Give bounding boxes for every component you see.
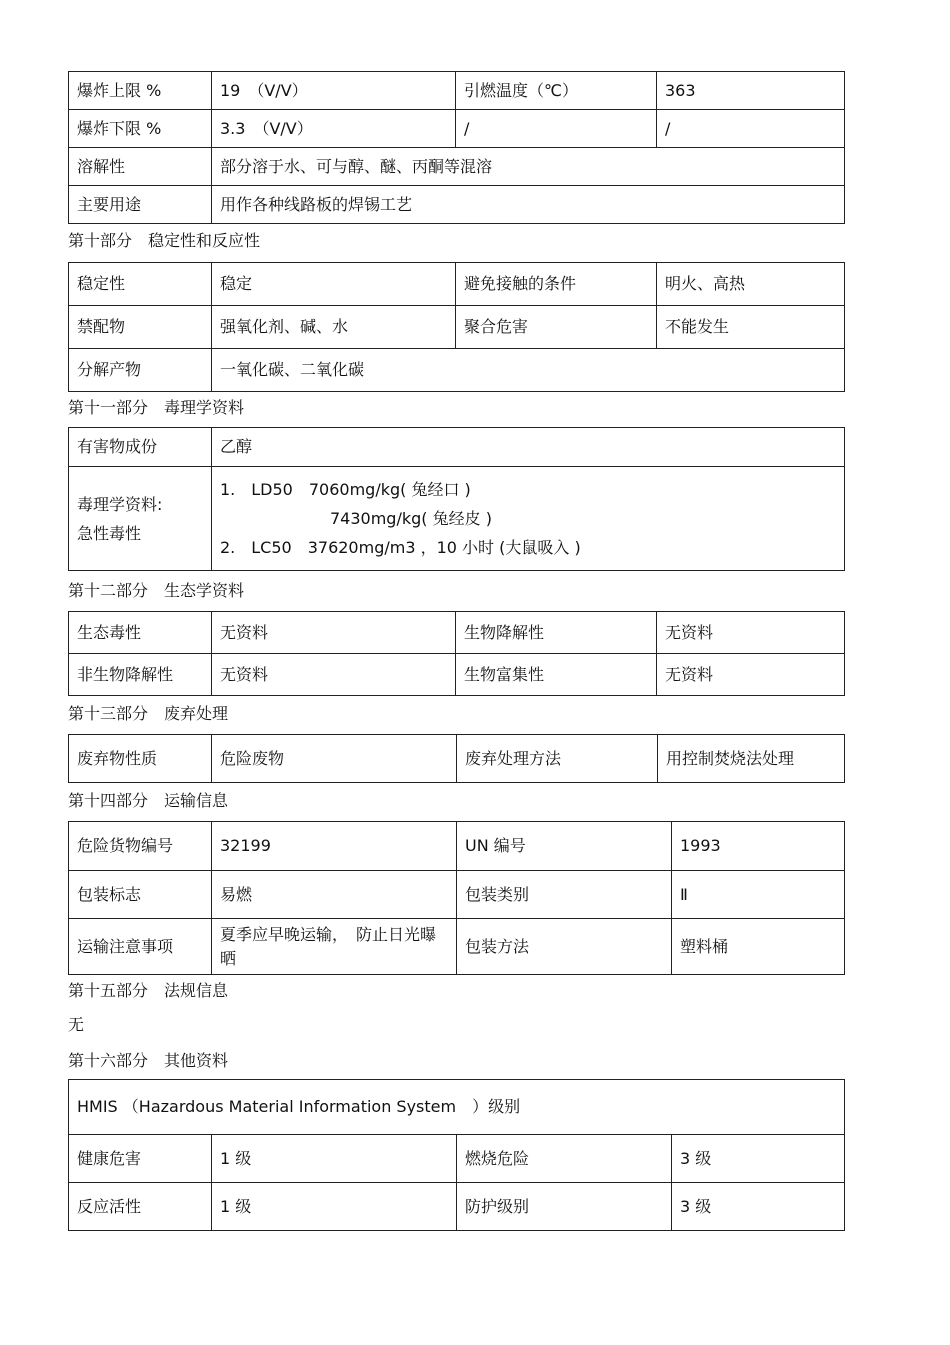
- table-row: [69, 871, 845, 919]
- stability-table: [68, 262, 845, 392]
- table-row: [69, 1135, 845, 1183]
- disposal-method-label: 废弃处理方法: [457, 735, 658, 783]
- abiotic-degradation-value: 无资料: [212, 654, 456, 696]
- bioaccumulation-value: 无资料: [657, 654, 845, 696]
- transport-notes-value: 夏季应早晚运输， 防止日光曝晒: [212, 919, 457, 975]
- solubility-label: 溶解性: [69, 148, 212, 186]
- packing-method-label: 包装方法: [457, 919, 672, 975]
- acute-toxicity-label: 急性毒性: [77, 523, 142, 543]
- table-row: [69, 1183, 845, 1231]
- ecotoxicity-label: 生态毒性: [69, 612, 212, 654]
- empty-cell: /: [657, 110, 845, 148]
- table-row: [69, 148, 845, 186]
- table-row: [69, 110, 845, 148]
- section-11-title: 第十一部分 毒理学资料: [68, 398, 245, 417]
- stability-value: 稳定: [212, 263, 456, 306]
- reactivity-label: 反应活性: [69, 1183, 212, 1231]
- ld50-dermal-line: 7430mg/kg( 兔经皮 ): [330, 509, 492, 528]
- lc50-line: 2. LC50 37620mg/m3 ，10 小时 (大鼠吸入 ): [220, 538, 581, 557]
- empty-cell: /: [456, 110, 657, 148]
- health-hazard-value: 1 级: [212, 1135, 457, 1183]
- ecology-table: [68, 611, 845, 696]
- package-mark-label: 包装标志: [69, 871, 212, 919]
- ld50-oral-line: 1. LD50 7060mg/kg( 兔经口 ): [220, 480, 471, 499]
- fire-hazard-label: 燃烧危险: [457, 1135, 672, 1183]
- table-row: [69, 919, 845, 975]
- polymerization-label: 聚合危害: [456, 306, 657, 349]
- stability-label: 稳定性: [69, 263, 212, 306]
- section-14-title: 第十四部分 运输信息: [68, 791, 229, 810]
- bioaccumulation-label: 生物富集性: [456, 654, 657, 696]
- disposal-method-value: 用控制焚烧法处理: [658, 735, 845, 783]
- package-class-value: Ⅱ: [672, 871, 845, 919]
- avoid-conditions-label: 避免接触的条件: [456, 263, 657, 306]
- fire-hazard-value: 3 级: [672, 1135, 845, 1183]
- ignition-temperature-label: 引燃温度（℃）: [456, 72, 657, 110]
- section-16-title: 第十六部分 其他资料: [68, 1051, 229, 1070]
- protection-level-value: 3 级: [672, 1183, 845, 1231]
- table-row: [69, 735, 845, 783]
- section-12-title: 第十二部分 生态学资料: [68, 581, 245, 600]
- transport-table: [68, 821, 845, 975]
- physical-properties-table: [68, 71, 845, 224]
- hmis-header: HMIS （Hazardous Material Information System ）级别: [69, 1080, 845, 1135]
- dangerous-goods-number-label: 危险货物编号: [69, 822, 212, 871]
- table-row: [69, 654, 845, 696]
- ignition-temperature-value: 363: [657, 72, 845, 110]
- upper-explosive-limit-value: 19 （V/V）: [212, 72, 456, 110]
- packing-method-value: 塑料桶: [672, 919, 845, 975]
- toxicology-table: [68, 427, 845, 571]
- protection-level-label: 防护级别: [457, 1183, 672, 1231]
- un-number-value: 1993: [672, 822, 845, 871]
- abiotic-degradation-label: 非生物降解性: [69, 654, 212, 696]
- incompatibles-value: 强氧化剂、碱、水: [212, 306, 456, 349]
- health-hazard-label: 健康危害: [69, 1135, 212, 1183]
- waste-nature-value: 危险废物: [212, 735, 457, 783]
- upper-explosive-limit-label: 爆炸上限 %: [69, 72, 212, 110]
- section-15-title: 第十五部分 法规信息: [68, 981, 229, 1000]
- main-use-value: 用作各种线路板的焊锡工艺: [212, 186, 845, 224]
- biodegradability-label: 生物降解性: [456, 612, 657, 654]
- lower-explosive-limit-label: 爆炸下限 %: [69, 110, 212, 148]
- solubility-value: 部分溶于水、可与醇、醚、丙酮等混溶: [212, 148, 845, 186]
- table-row: [69, 612, 845, 654]
- section-13-title: 第十三部分 废弃处理: [68, 704, 229, 723]
- table-row: [69, 467, 845, 571]
- table-row: [69, 72, 845, 110]
- lower-explosive-limit-value: 3.3 （V/V）: [212, 110, 456, 148]
- polymerization-value: 不能发生: [657, 306, 845, 349]
- un-number-label: UN 编号: [457, 822, 672, 871]
- avoid-conditions-value: 明火、高热: [657, 263, 845, 306]
- toxicology-label: [69, 467, 212, 571]
- harmful-component-value: 乙醇: [212, 428, 845, 467]
- incompatibles-label: 禁配物: [69, 306, 212, 349]
- table-row: [69, 428, 845, 467]
- hmis-table: [68, 1079, 845, 1231]
- toxicology-value: [212, 467, 845, 571]
- table-row: [69, 186, 845, 224]
- decomposition-value: 一氧化碳、二氧化碳: [212, 349, 845, 392]
- disposal-table: [68, 734, 845, 783]
- waste-nature-label: 废弃物性质: [69, 735, 212, 783]
- main-use-label: 主要用途: [69, 186, 212, 224]
- biodegradability-value: 无资料: [657, 612, 845, 654]
- reactivity-value: 1 级: [212, 1183, 457, 1231]
- package-class-label: 包装类别: [457, 871, 672, 919]
- harmful-component-label: 有害物成份: [69, 428, 212, 467]
- dangerous-goods-number-value: 32199: [212, 822, 457, 871]
- ecotoxicity-value: 无资料: [212, 612, 456, 654]
- table-row: [69, 349, 845, 392]
- toxicology-label-line: 毒理学资料:: [77, 494, 163, 514]
- table-row: [69, 822, 845, 871]
- package-mark-value: 易燃: [212, 871, 457, 919]
- transport-notes-label: 运输注意事项: [69, 919, 212, 975]
- section-10-title: 第十部分 稳定性和反应性: [68, 231, 261, 250]
- table-row: [69, 1080, 845, 1135]
- table-row: [69, 306, 845, 349]
- regulatory-info-text: 无: [68, 1015, 85, 1034]
- decomposition-label: 分解产物: [69, 349, 212, 392]
- table-row: [69, 263, 845, 306]
